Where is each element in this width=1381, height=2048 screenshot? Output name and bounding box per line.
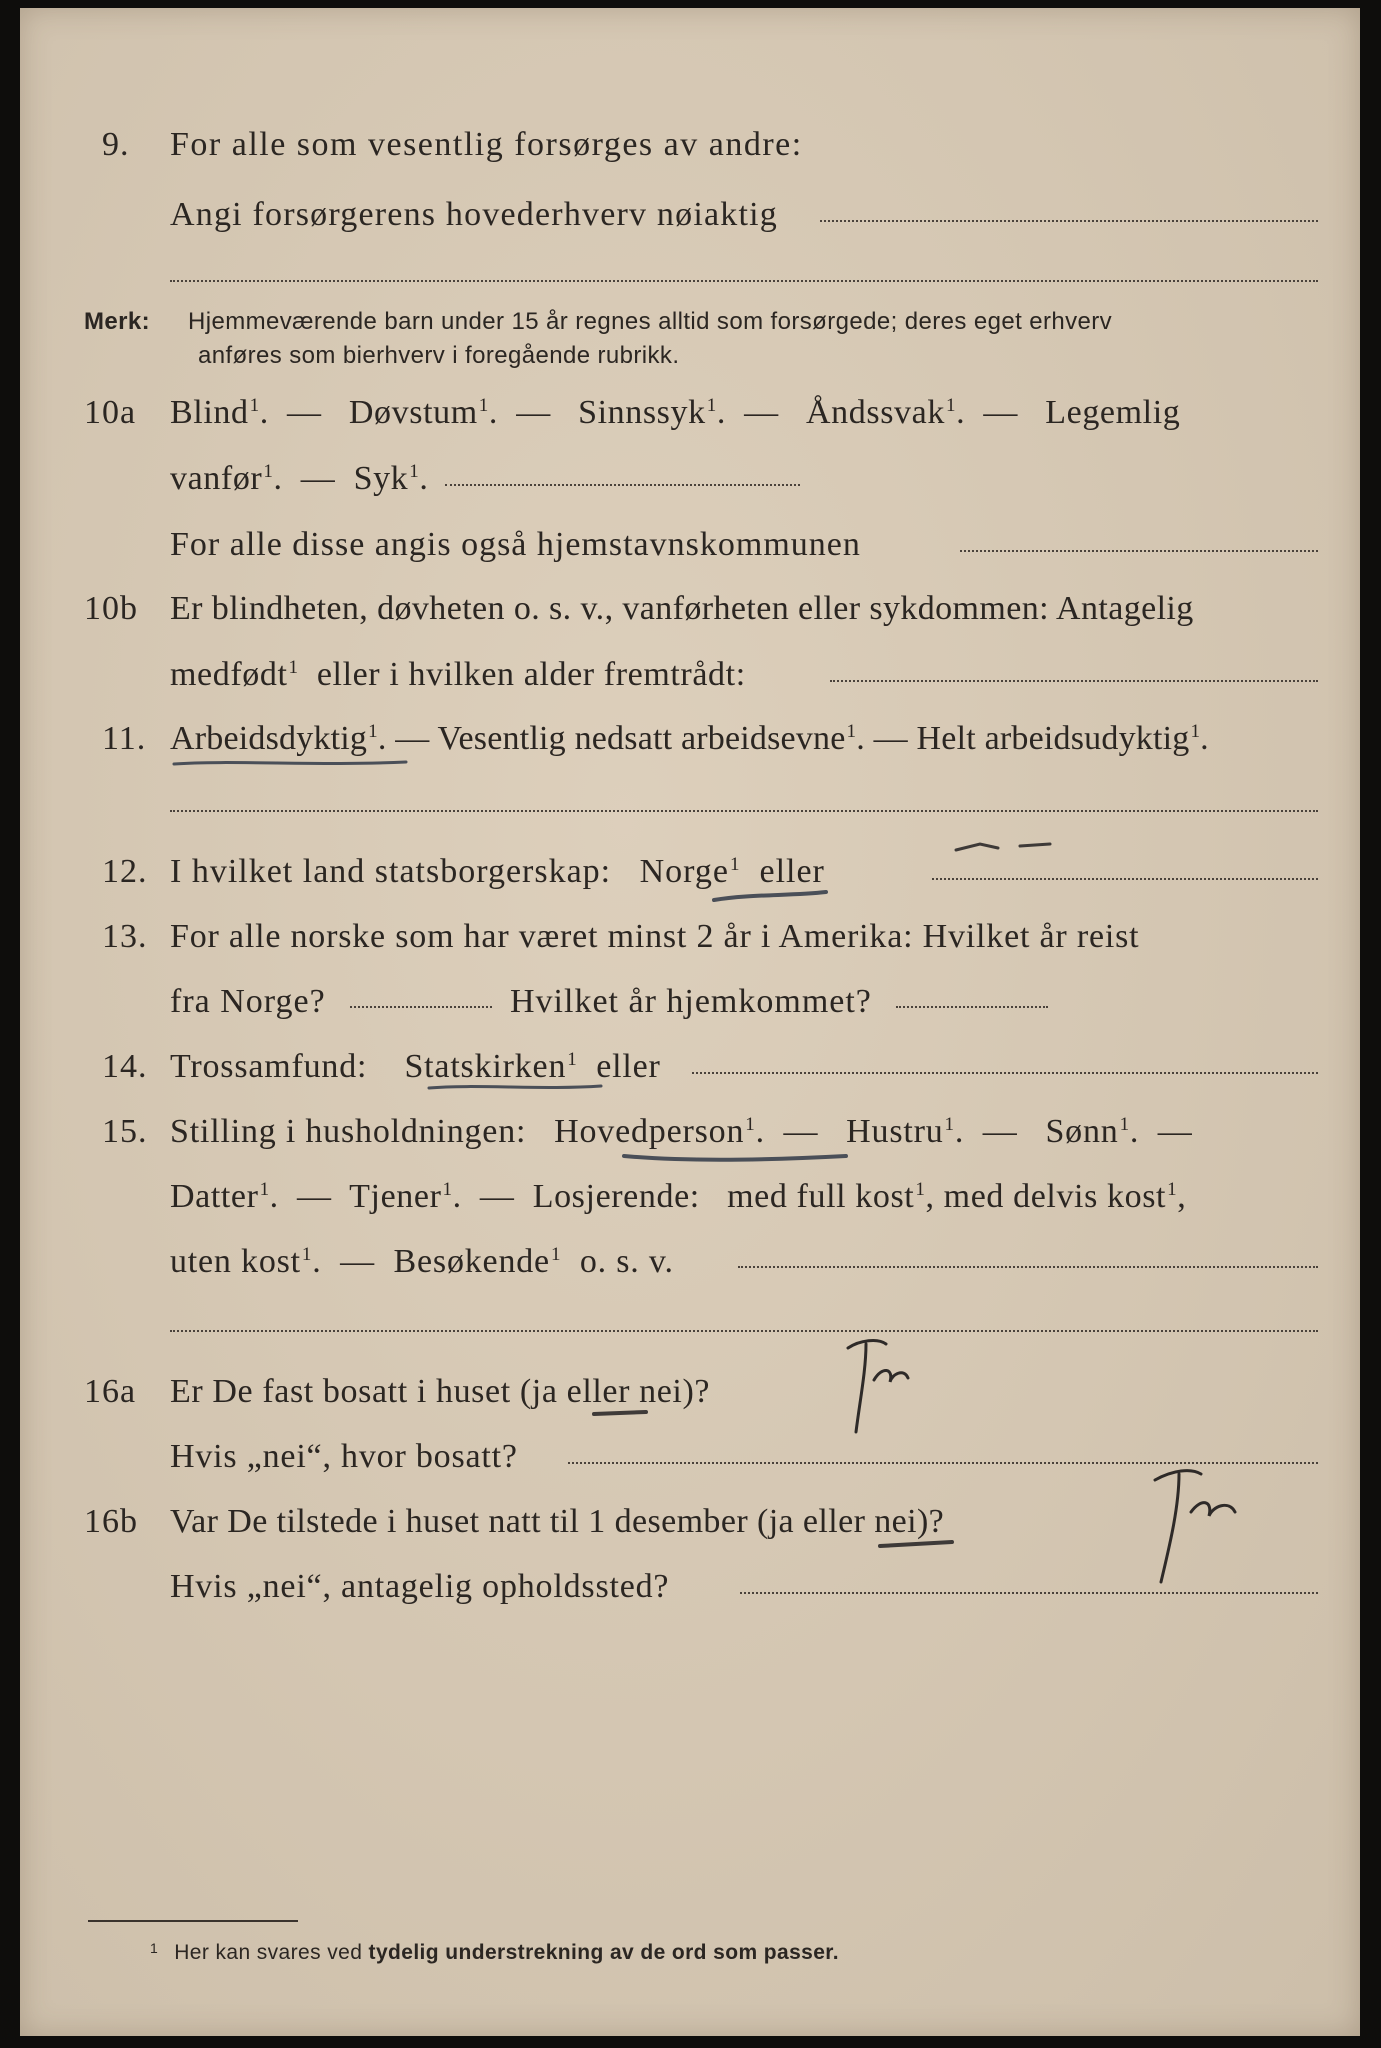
option-norge: Norge [639,853,729,890]
option-hovedperson: Hovedperson [554,1113,745,1150]
underline-mark [590,1406,650,1422]
handwriting-ja-glyph [1125,1458,1275,1588]
option-ja: ja [768,1503,795,1540]
pen-stroke-mark [950,830,1070,860]
q15-line3: uten kost$^1$. — Besøkende$^1$ o. s. v. [170,1243,674,1280]
q16a-line1: Er De fast bosatt i huset (ja eller nei)? [170,1373,711,1410]
option-blind: Blind [170,394,249,431]
q16a-line2: Hvis „nei“, hvor bosatt? [170,1438,518,1475]
underline-mark [425,1078,605,1096]
option-vanfor: vanfør [170,460,263,497]
answer-line [170,1330,1318,1332]
q13-line1: For alle norske som har været minst 2 år i Amerika: Hvilket år reist [170,918,1140,955]
q9-line2: Angi forsørgerens hovederhverv nøiaktig [170,196,778,233]
answer-line [932,878,1318,880]
q13-hjem: Hvilket år hjemkommet? [510,983,872,1020]
answer-line [960,550,1318,552]
answer-line [896,1006,1048,1008]
option-statskirken: Statskirken [404,1048,567,1085]
option-dovstum: Døvstum [348,394,478,431]
q10a-line1: Blind$^1$. — Døvstum$^1$. — Sinnssyk$^1$. — Åndssvak$^1$. — Legemlig [170,394,1181,431]
answer-line [170,280,1318,282]
answer-line [445,484,800,486]
handwritten-answer [1125,1458,1275,1588]
option-legemlig: Legemlig [1045,394,1181,431]
footnote: $^1$ Her kan svares ved tydelig understrekning av de ord som passer. [150,1940,839,1964]
q13-fra: fra Norge? [170,983,326,1020]
q10b-line1: Er blindheten, døvheten o. s. v., vanførheten eller sykdommen: Antagelig [170,590,1194,627]
answer-line [170,810,1318,812]
question-number: 16b [84,1503,138,1540]
option-hustru: Hustru [846,1113,944,1150]
q10a-line2: vanfør$^1$. — Syk$^1$. [170,460,429,497]
answer-line [738,1266,1318,1268]
option-arbeidsdyktig: Arbeidsdyktig [170,720,368,757]
option-uten-kost: uten kost [170,1243,301,1280]
merk-label: Merk: [84,308,151,335]
handwritten-answer [820,1330,940,1440]
question-number: 15. [102,1113,148,1150]
question-number: 10b [84,590,138,627]
question-number: 13. [102,918,148,955]
q11-line: Arbeidsdyktig$^1$. — Vesentlig nedsatt arbeidsevne$^1$. — Helt arbeidsudyktig$^1$. [170,720,1209,757]
answer-line [820,220,1318,222]
option-med-delvis-kost: med delvis kost [943,1178,1167,1215]
q15-line1: Stilling i husholdningen: Hovedperson$^1$. — Hustru$^1$. — Sønn$^1$. — [170,1113,1193,1150]
option-medfodt: medfødt [170,656,288,693]
question-number: 12. [102,853,148,890]
option-ja: ja [531,1373,558,1410]
option-med-full-kost: med full kost [727,1178,915,1215]
answer-line [692,1072,1318,1074]
census-form-page [20,8,1360,2036]
q10b-line2-rest: eller i hvilken alder fremtrådt: [316,656,746,693]
merk-line2: anføres som bierhverv i foregående rubrikk. [198,342,680,369]
underline-mark [620,1146,850,1166]
answer-line [740,1592,1318,1594]
answer-line [830,680,1318,682]
option-syk: Syk [353,460,409,497]
option-sinnssyk: Sinnssyk [578,394,706,431]
option-besokende: Besøkende [393,1243,550,1280]
question-number: 11. [102,720,147,757]
answer-line [350,1006,492,1008]
underline-mark [710,886,830,908]
question-number: 10a [84,394,137,431]
question-number: 14. [102,1048,148,1085]
footnote-rule [88,1920,298,1922]
option-andssvak: Åndssvak [806,394,945,431]
option-datter: Datter [170,1178,259,1215]
q14-line: Trossamfund: Statskirken$^1$ eller [170,1048,661,1085]
underline-mark [170,752,410,772]
question-number: 9. [102,126,130,163]
q12-line: I hvilket land statsborgerskap: Norge$^1$ eller [170,853,825,890]
q9-line1: For alle som vesentlig forsørges av andre: [170,126,803,163]
q16b-line1: Var De tilstede i huset natt til 1 desember (ja eller nei)? [170,1503,945,1540]
question-number: 16a [84,1373,137,1410]
option-tjener: Tjener [349,1178,442,1215]
q16b-line2: Hvis „nei“, antagelig opholdssted? [170,1568,670,1605]
underline-mark [876,1536,956,1552]
merk-line1: Hjemmeværende barn under 15 år regnes alltid som forsørgede; deres eget erhverv [188,308,1113,335]
q10b-line2: medfødt$^1$ eller i hvilken alder fremtrådt: [170,656,746,693]
q15-line2: Datter$^1$. — Tjener$^1$. — Losjerende: med full kost$^1$, med delvis kost$^1$, [170,1178,1187,1215]
handwriting-ja-glyph [820,1330,940,1440]
option-sonn: Sønn [1045,1113,1119,1150]
q10a-line3: For alle disse angis også hjemstavnskommunen [170,526,861,563]
